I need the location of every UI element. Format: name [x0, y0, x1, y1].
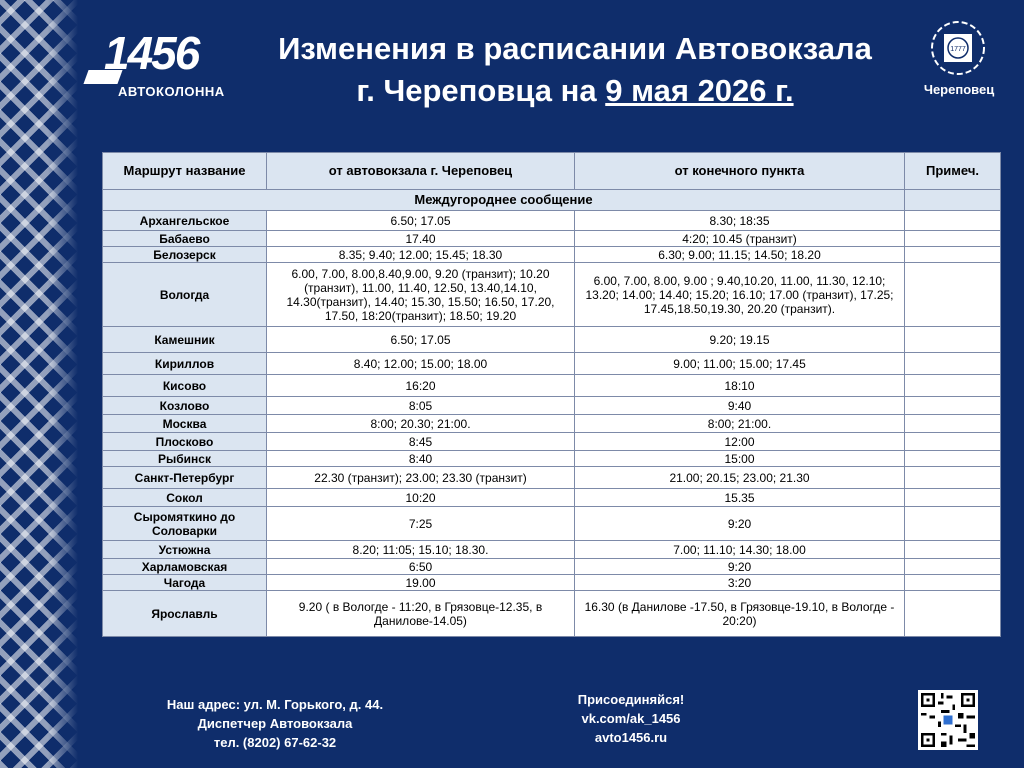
note-cell — [905, 375, 1001, 397]
from-cell: 8.20; 11:05; 15.10; 18.30. — [267, 541, 575, 559]
table-row — [103, 467, 1001, 489]
decorative-pattern — [0, 0, 78, 768]
note-cell — [905, 353, 1001, 375]
from-cell: 8.35; 9.40; 12.00; 15.45; 18.30 — [267, 247, 575, 263]
table-row — [103, 231, 1001, 247]
from-cell: 6.00, 7.00, 8.00,8.40,9.00, 9.20 (транзит); 10.20 (транзит), 11.00, 11.40, 12.50, 13.40,14.10, 14.30(транзит), 14.40; 15.30, 15.50; 16.50, 17.20, 17.50, 18:20(транзит); 18.50; 19.20 — [267, 263, 575, 327]
route-cell: Камешник — [103, 327, 267, 353]
route-cell: Харламовская — [103, 559, 267, 575]
footer-phone: тел. (8202) 67-62-32 — [213, 735, 337, 750]
to-cell: 9:20 — [575, 559, 905, 575]
avtokolonna-logo — [86, 26, 226, 106]
to-cell: 16.30 (в Данилове -17.50, в Грязовце-19.10, в Вологде - 20:20) — [575, 591, 905, 637]
footer-vk-link[interactable]: vk.com/ak_1456 — [581, 711, 681, 726]
note-cell — [905, 467, 1001, 489]
note-cell — [905, 397, 1001, 415]
to-cell: 8.30; 18:35 — [575, 211, 905, 231]
from-cell: 6:50 — [267, 559, 575, 575]
header-to: от конечного пункта — [575, 153, 905, 190]
emblem-year: 1777 — [950, 46, 966, 53]
from-cell: 6.50; 17.05 — [267, 211, 575, 231]
header-note: Примеч. — [905, 153, 1001, 190]
to-cell: 7.00; 11.10; 14.30; 18.00 — [575, 541, 905, 559]
note-cell — [905, 211, 1001, 231]
table-row — [103, 489, 1001, 507]
table-row — [103, 541, 1001, 559]
to-cell: 12:00 — [575, 433, 905, 451]
route-cell: Санкт-Петербург — [103, 467, 267, 489]
page-title — [230, 28, 920, 112]
route-cell: Москва — [103, 415, 267, 433]
route-cell: Устюжна — [103, 541, 267, 559]
from-cell: 16:20 — [267, 375, 575, 397]
table-row — [103, 591, 1001, 637]
note-cell — [905, 591, 1001, 637]
table-row — [103, 415, 1001, 433]
footer-address: Наш адрес: ул. М. Горького, д. 44. — [166, 697, 384, 712]
to-cell: 9.00; 11.00; 15.00; 17.45 — [575, 353, 905, 375]
table-row — [103, 375, 1001, 397]
to-cell: 3:20 — [575, 575, 905, 591]
table-row — [103, 575, 1001, 591]
from-cell: 7:25 — [267, 507, 575, 541]
footer-social — [556, 690, 706, 747]
table-header-row — [103, 153, 1001, 190]
table-row — [103, 433, 1001, 451]
from-cell: 9.20 ( в Вологде - 11:20, в Грязовце-12.35, в Данилове-14.05) — [267, 591, 575, 637]
section-row — [103, 190, 1001, 211]
note-cell — [905, 327, 1001, 353]
from-cell: 17.40 — [267, 231, 575, 247]
to-cell: 6.00, 7.00, 8.00, 9.00 ; 9.40,10.20, 11.00, 11.30, 12.10; 13.20; 14.00; 14.40; 15.20; 16.10; 17.00 (транзит), 17.25; 17.45,18.50,19.30, 20.20 (транзит). — [575, 263, 905, 327]
note-cell — [905, 451, 1001, 467]
note-cell — [905, 541, 1001, 559]
route-cell: Кириллов — [103, 353, 267, 375]
to-cell: 6.30; 9.00; 11.15; 14.50; 18.20 — [575, 247, 905, 263]
to-cell: 21.00; 20.15; 23.00; 21.30 — [575, 467, 905, 489]
table-row — [103, 327, 1001, 353]
title-line-1: Изменения в расписании Автовокзала — [278, 31, 872, 66]
to-cell: 4:20; 10.45 (транзит) — [575, 231, 905, 247]
table-row — [103, 353, 1001, 375]
qr-code-icon — [918, 690, 978, 750]
from-cell: 19.00 — [267, 575, 575, 591]
title-date: 9 мая 2026 г. — [605, 73, 794, 108]
note-cell — [905, 247, 1001, 263]
note-cell — [905, 489, 1001, 507]
logo-number: 1456 — [104, 27, 199, 79]
route-cell: Сокол — [103, 489, 267, 507]
table-row — [103, 397, 1001, 415]
from-cell: 6.50; 17.05 — [267, 327, 575, 353]
route-cell: Рыбинск — [103, 451, 267, 467]
from-cell: 10:20 — [267, 489, 575, 507]
note-cell — [905, 559, 1001, 575]
to-cell: 9.20; 19.15 — [575, 327, 905, 353]
cherepovets-logo — [914, 20, 1004, 110]
route-cell: Архангельское — [103, 211, 267, 231]
title-prefix: г. Череповца на — [356, 73, 606, 108]
note-cell — [905, 263, 1001, 327]
note-cell — [905, 507, 1001, 541]
from-cell: 22.30 (транзит); 23.00; 23.30 (транзит) — [267, 467, 575, 489]
table-row — [103, 559, 1001, 575]
route-cell: Бабаево — [103, 231, 267, 247]
table-row — [103, 211, 1001, 231]
header-from: от автовокзала г. Череповец — [267, 153, 575, 190]
table-row — [103, 263, 1001, 327]
route-cell: Плосково — [103, 433, 267, 451]
city-name: Череповец — [923, 82, 995, 97]
from-cell: 8.40; 12.00; 15.00; 18.00 — [267, 353, 575, 375]
section-note — [905, 190, 1001, 211]
schedule-table — [102, 152, 1001, 637]
route-cell: Сыромяткино до Соловарки — [103, 507, 267, 541]
footer-join: Присоединяйся! — [577, 692, 685, 707]
route-cell: Белозерск — [103, 247, 267, 263]
from-cell: 8:45 — [267, 433, 575, 451]
note-cell — [905, 231, 1001, 247]
from-cell: 8:00; 20.30; 21:00. — [267, 415, 575, 433]
to-cell: 15:00 — [575, 451, 905, 467]
table-row — [103, 451, 1001, 467]
to-cell: 9:40 — [575, 397, 905, 415]
city-emblem-icon — [930, 20, 986, 76]
route-cell: Ярославль — [103, 591, 267, 637]
from-cell: 8:05 — [267, 397, 575, 415]
table-row — [103, 507, 1001, 541]
title-line-2 — [230, 70, 920, 112]
note-cell — [905, 433, 1001, 451]
footer-site-link[interactable]: avto1456.ru — [594, 730, 668, 745]
footer-dispatcher: Диспетчер Автовокзала — [197, 716, 353, 731]
to-cell: 8:00; 21:00. — [575, 415, 905, 433]
route-cell: Кисово — [103, 375, 267, 397]
note-cell — [905, 415, 1001, 433]
route-cell: Козлово — [103, 397, 267, 415]
to-cell: 9:20 — [575, 507, 905, 541]
to-cell: 15.35 — [575, 489, 905, 507]
to-cell: 18:10 — [575, 375, 905, 397]
note-cell — [905, 575, 1001, 591]
route-cell: Вологда — [103, 263, 267, 327]
header-route: Маршрут название — [103, 153, 267, 190]
from-cell: 8:40 — [267, 451, 575, 467]
section-title: Междугороднее сообщение — [103, 190, 905, 211]
footer-contacts — [140, 695, 410, 752]
logo-text: АВТОКОЛОННА — [118, 84, 225, 99]
route-cell: Чагода — [103, 575, 267, 591]
table-row — [103, 247, 1001, 263]
